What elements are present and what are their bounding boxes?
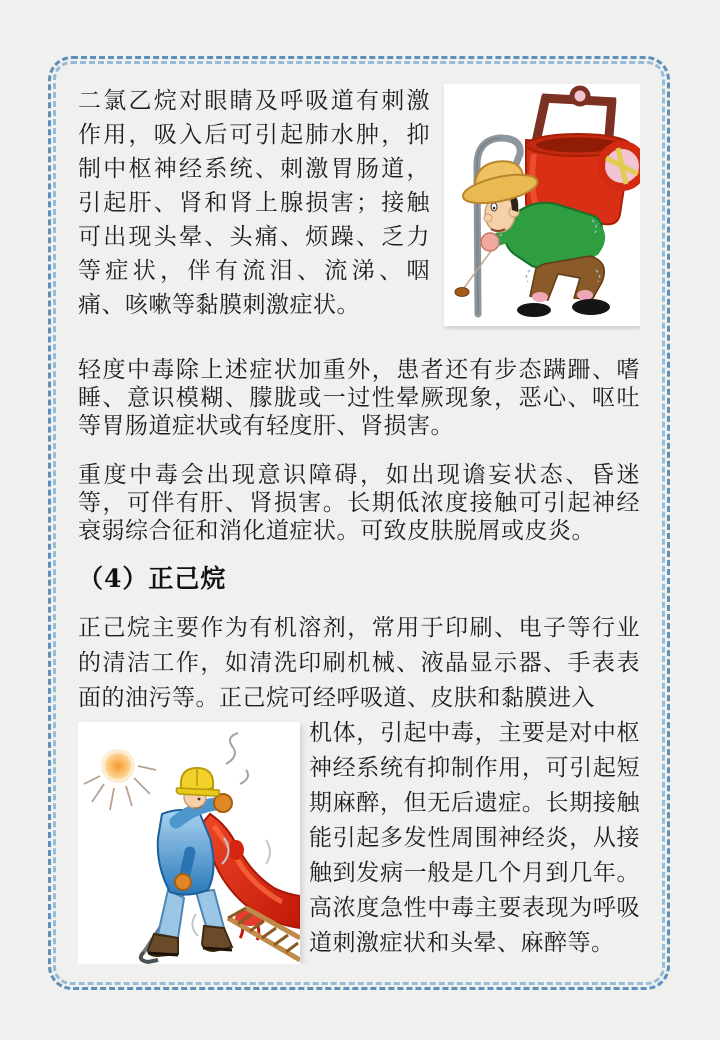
section-dichloroethane (78, 84, 640, 330)
section-n-hexane-effects (78, 716, 640, 964)
document-content (78, 84, 640, 964)
paragraph-n-hexane-intro: 正己烷主要作为有机溶剂，常用于印刷、电子等行业的清洁工作，如清洗印刷机械、液晶显示器、手表表面的油污等。正己烷可经呼吸道、皮肤和黏膜进入 (78, 615, 640, 711)
man-carrying-red-container-drawing (444, 84, 640, 326)
paragraph-mild-poisoning: 轻度中毒除上述症状加重外，患者还有步态蹒跚、嗜睡、意识模糊、朦胧或一过性晕厥现象，恶心、呕吐等胃肠道症状或有轻度肝、肾损害。 (78, 357, 640, 439)
paragraph-dichloroethane-effects: 二氯乙烷对眼睛及呼吸道有刺激作用，吸入后可引起肺水肿，抑制中枢神经系统、刺激胃肠道，引起肝、肾和肾上腺损害；接触可出现头晕、头痛、烦躁、乏力等症状，伴有流泪、流涕、咽痛、咳嗽等黏膜刺激症状。 (78, 88, 430, 318)
worker-heat-molten-metal-drawing (78, 722, 300, 964)
worker-heat-molten-metal-illustration (78, 722, 300, 964)
paragraph-n-hexane-effects: 机体，引起中毒，主要是对中枢神经系统有抑制作用，可引起短期麻醉，但无后遗症。长期接触能引起多发性周围神经炎，从接触到发病一般是几个月到几年。高浓度急性中毒主要表现为呼吸道刺激症状和头晕、麻醉等。 (309, 720, 640, 956)
man-carrying-red-container-illustration (444, 84, 640, 326)
paragraph-severe-poisoning: 重度中毒会出现意识障碍，如出现谵妄状态、昏迷等，可伴有肝、肾损害。长期低浓度接触可引起神经衰弱综合征和消化道症状。可致皮肤脱屑或皮炎。 (78, 462, 640, 544)
dashed-border-frame (48, 56, 670, 990)
section-heading-n-hexane: （4）正己烷 (78, 564, 227, 593)
dashed-border-frame-inner (53, 61, 665, 985)
